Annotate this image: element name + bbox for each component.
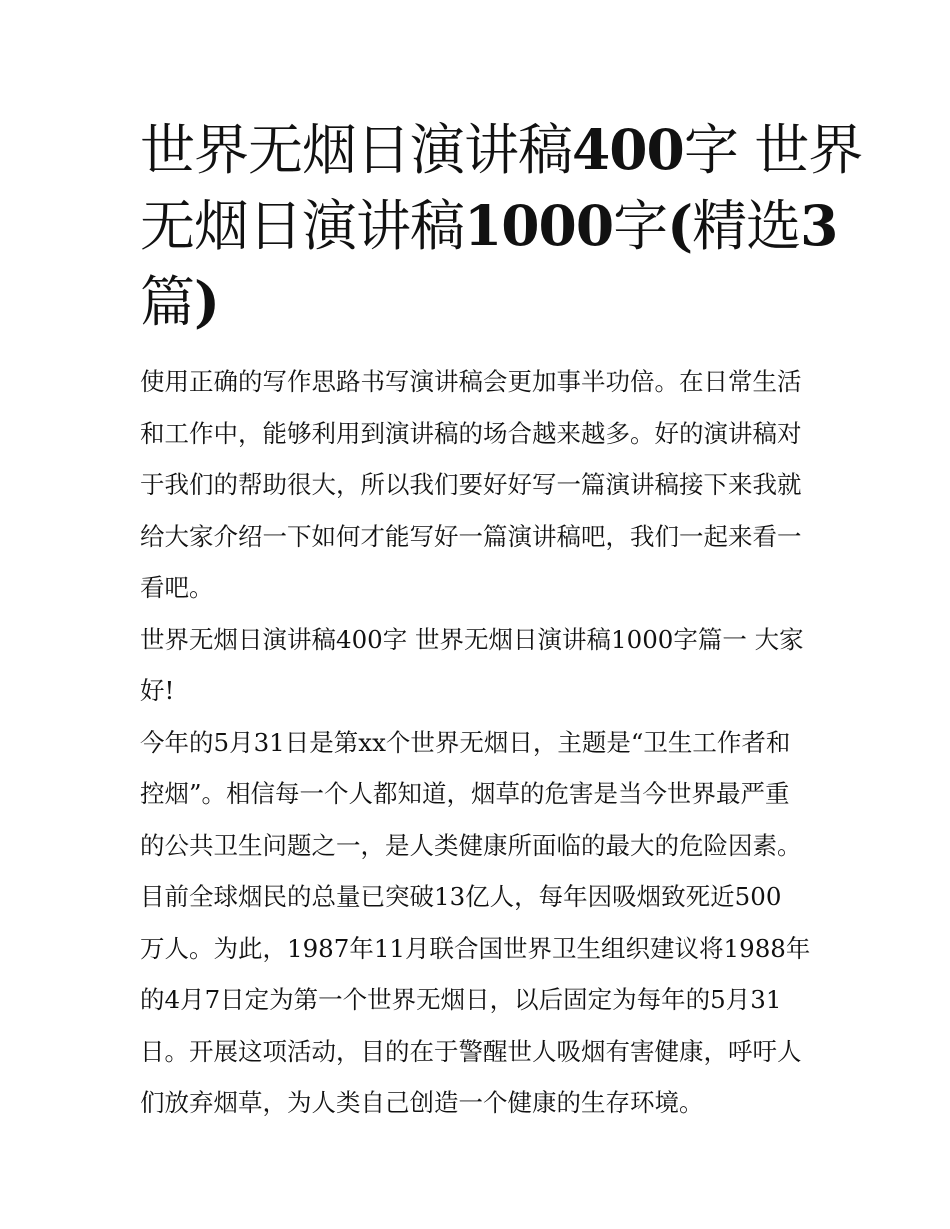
- text-line: 们放弃烟草，为人类自己创造一个健康的生存环境。: [140, 1088, 704, 1117]
- title-line: 世界无烟日演讲稿400字 世界: [140, 117, 863, 182]
- text-line: 万人。为此，1987年11月联合国世界卫生组织建议将1988年: [140, 933, 811, 963]
- title-line: 篇): [140, 269, 220, 334]
- text-line: 日。开展这项活动，目的在于警醒世人吸烟有害健康，呼吁人: [140, 1036, 802, 1066]
- text-line: 看吧。: [140, 573, 214, 602]
- text-line: 的公共卫生问题之一，是人类健康所面临的最大的危险因素。: [140, 830, 802, 860]
- text-line: 今年的5月31日是第xx个世界无烟日，主题是“卫生工作者和: [140, 727, 791, 757]
- text-line: 和工作中，能够利用到演讲稿的场合越来越多。好的演讲稿对: [140, 418, 802, 448]
- text-line: 控烟”。相信每一个人都知道，烟草的危害是当今世界最严重: [140, 779, 790, 808]
- text-line: 的4月7日定为第一个世界无烟日，以后固定为每年的5月31: [140, 985, 782, 1014]
- document-title: [140, 112, 863, 340]
- paragraph-intro: [140, 356, 820, 614]
- text-line: 好!: [140, 676, 175, 705]
- paragraph-speech: [140, 717, 820, 1129]
- title-line: 无烟日演讲稿1000字(精选3: [140, 193, 838, 258]
- text-line: 于我们的帮助很大，所以我们要好好写一篇演讲稿接下来我就: [140, 470, 802, 499]
- text-line: 给大家介绍一下如何才能写好一篇演讲稿吧，我们一起来看一: [140, 521, 802, 551]
- text-line: 世界无烟日演讲稿400字 世界无烟日演讲稿1000字篇一 大家: [140, 624, 804, 654]
- paragraph-section-heading: [140, 614, 820, 717]
- document-body: [140, 356, 820, 1129]
- text-line: 目前全球烟民的总量已突破13亿人，每年因吸烟致死近500: [140, 882, 782, 911]
- text-line: 使用正确的写作思路书写演讲稿会更加事半功倍。在日常生活: [140, 367, 802, 396]
